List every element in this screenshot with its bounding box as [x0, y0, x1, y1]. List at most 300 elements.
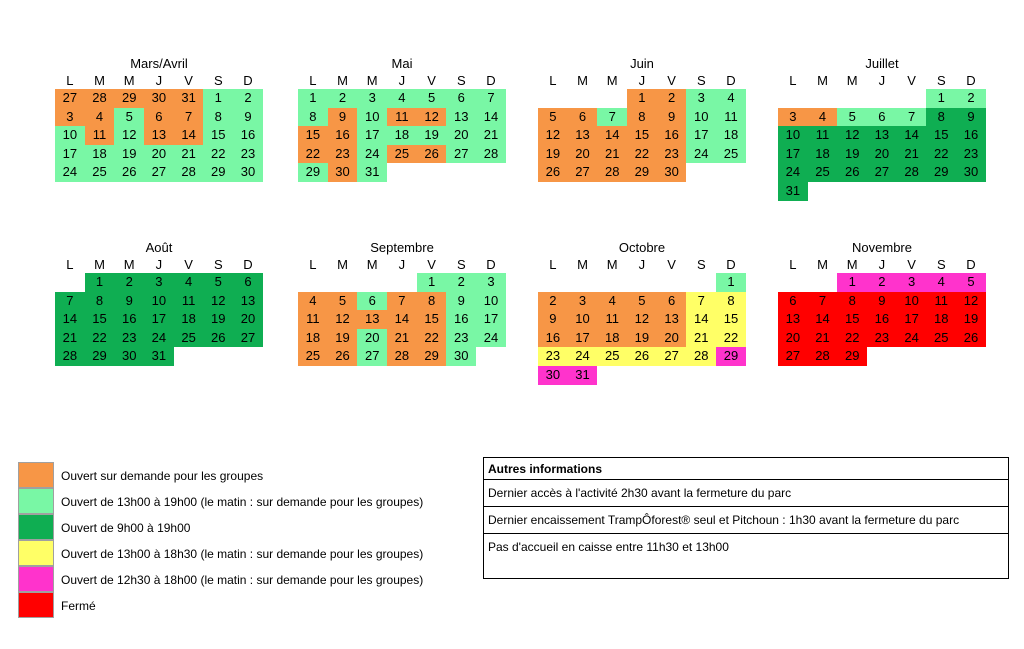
day-cell: 30 [538, 366, 568, 385]
day-cell: 13 [657, 310, 687, 329]
day-cell: 10 [357, 108, 387, 127]
day-cell: 2 [867, 273, 897, 292]
day-cell: 27 [144, 163, 174, 182]
day-cell: 1 [85, 273, 115, 292]
day-cell: 25 [597, 347, 627, 366]
info-line: Dernier accès à l'activité 2h30 avant la fermeture du parc [484, 480, 1008, 507]
day-cell: 23 [446, 329, 476, 348]
day-cell: 8 [837, 292, 867, 311]
day-cell: 4 [808, 108, 838, 127]
day-cell: 6 [568, 108, 598, 127]
day-cell: 19 [627, 329, 657, 348]
day-cell: 20 [446, 126, 476, 145]
month-calendar [538, 240, 746, 385]
day-cell: 11 [174, 292, 204, 311]
day-cell: 26 [114, 163, 144, 182]
info-line: Dernier encaissement TrampÔforest® seul et Pitchoun : 1h30 avant la fermeture du parc [484, 507, 1008, 534]
day-cell: 26 [627, 347, 657, 366]
day-cell: 19 [203, 310, 233, 329]
weekday-header: M [606, 257, 618, 272]
day-cell: 23 [657, 145, 687, 164]
day-cell: 21 [174, 145, 204, 164]
day-cell: 26 [956, 329, 986, 348]
weekday-header: L [309, 73, 317, 88]
legend-swatch [18, 566, 54, 592]
weekday-header: M [94, 73, 105, 88]
weekday-header: S [696, 257, 706, 272]
empty-cell [716, 163, 746, 182]
empty-cell [926, 347, 956, 366]
day-cell: 9 [538, 310, 568, 329]
day-cell: 13 [568, 126, 598, 145]
empty-cell [627, 366, 657, 385]
weekday-header: M [366, 257, 378, 272]
day-cell: 3 [476, 273, 506, 292]
month-grid [55, 72, 263, 182]
month-calendar [778, 56, 986, 201]
day-cell: 16 [657, 126, 687, 145]
info-line: Pas d'accueil en caisse entre 11h30 et 13h00 [488, 540, 729, 554]
day-cell: 5 [956, 273, 986, 292]
day-cell: 17 [476, 310, 506, 329]
empty-cell [597, 273, 627, 292]
day-cell: 10 [476, 292, 506, 311]
day-cell: 30 [144, 89, 174, 108]
day-cell: 22 [926, 145, 956, 164]
day-cell: 28 [597, 163, 627, 182]
day-cell: 22 [837, 329, 867, 348]
weekday-header: D [726, 257, 736, 272]
empty-cell [387, 163, 417, 182]
day-cell: 23 [114, 329, 144, 348]
day-cell: 11 [597, 310, 627, 329]
month-calendar [55, 240, 263, 366]
weekday-header: L [66, 257, 74, 272]
day-cell: 4 [926, 273, 956, 292]
empty-cell [597, 89, 627, 108]
day-cell: 21 [897, 145, 927, 164]
day-cell: 10 [568, 310, 598, 329]
day-cell: 24 [686, 145, 716, 164]
day-cell: 18 [597, 329, 627, 348]
month-title: Juin [630, 56, 654, 71]
day-cell: 29 [114, 89, 144, 108]
day-cell: 11 [808, 126, 838, 145]
weekday-header: V [667, 257, 676, 272]
day-cell: 8 [716, 292, 746, 311]
legend-label: Ouvert de 13h00 à 18h30 (le matin : sur demande pour les groupes) [61, 547, 424, 561]
legend-label: Ouvert de 13h00 à 19h00 (le matin : sur demande pour les groupes) [61, 495, 424, 509]
weekday-header: D [726, 73, 736, 88]
day-cell: 16 [867, 310, 897, 329]
day-cell: 26 [538, 163, 568, 182]
day-cell: 21 [808, 329, 838, 348]
day-cell: 6 [657, 292, 687, 311]
day-cell: 28 [387, 347, 417, 366]
empty-cell [55, 273, 85, 292]
day-cell: 5 [538, 108, 568, 127]
day-cell: 23 [233, 145, 263, 164]
day-cell: 28 [897, 163, 927, 182]
weekday-header: J [638, 73, 646, 88]
day-cell: 15 [417, 310, 447, 329]
empty-cell [328, 273, 358, 292]
day-cell: 7 [174, 108, 204, 127]
month-title: Mars/Avril [130, 56, 188, 71]
weekday-header: S [936, 73, 946, 88]
day-cell: 15 [716, 310, 746, 329]
day-cell: 22 [716, 329, 746, 348]
weekday-header: J [878, 73, 886, 88]
day-cell: 5 [417, 89, 447, 108]
day-cell: 7 [476, 89, 506, 108]
day-cell: 21 [476, 126, 506, 145]
day-cell: 6 [778, 292, 808, 311]
legend-label: Ouvert sur demande pour les groupes [61, 469, 264, 483]
day-cell: 24 [144, 329, 174, 348]
day-cell: 18 [174, 310, 204, 329]
day-cell: 29 [203, 163, 233, 182]
day-cell: 16 [956, 126, 986, 145]
empty-cell [716, 366, 746, 385]
day-cell: 20 [233, 310, 263, 329]
day-cell: 3 [778, 108, 808, 127]
day-cell: 15 [627, 126, 657, 145]
day-cell: 27 [778, 347, 808, 366]
weekday-header: M [123, 257, 135, 272]
day-cell: 25 [926, 329, 956, 348]
day-cell: 14 [55, 310, 85, 329]
day-cell: 2 [233, 89, 263, 108]
day-cell: 12 [114, 126, 144, 145]
day-cell: 9 [657, 108, 687, 127]
empty-cell [627, 273, 657, 292]
weekday-header: V [907, 257, 916, 272]
empty-cell [476, 163, 506, 182]
day-cell: 4 [597, 292, 627, 311]
weekday-header: V [907, 73, 916, 88]
empty-cell [174, 347, 204, 366]
empty-cell [897, 347, 927, 366]
day-cell: 2 [114, 273, 144, 292]
day-cell: 4 [174, 273, 204, 292]
month-title: Août [145, 240, 173, 255]
day-cell: 23 [956, 145, 986, 164]
weekday-header: V [184, 73, 193, 88]
day-cell: 1 [837, 273, 867, 292]
empty-cell [298, 273, 328, 292]
month-grid [538, 256, 746, 385]
day-cell: 18 [716, 126, 746, 145]
weekday-header: M [337, 73, 348, 88]
weekday-header: M [817, 257, 828, 272]
day-cell: 15 [926, 126, 956, 145]
day-cell: 15 [203, 126, 233, 145]
month-title: Septembre [370, 240, 434, 255]
weekday-header: D [486, 257, 496, 272]
weekday-header: M [94, 257, 105, 272]
empty-cell [686, 366, 716, 385]
weekday-header: M [817, 73, 828, 88]
day-cell: 9 [956, 108, 986, 127]
weekday-header: L [789, 257, 797, 272]
day-cell: 31 [778, 182, 808, 201]
empty-cell [233, 347, 263, 366]
day-cell: 11 [716, 108, 746, 127]
day-cell: 14 [387, 310, 417, 329]
weekday-header: M [846, 257, 858, 272]
day-cell: 15 [837, 310, 867, 329]
day-cell: 3 [686, 89, 716, 108]
day-cell: 7 [387, 292, 417, 311]
empty-cell [867, 347, 897, 366]
day-cell: 20 [778, 329, 808, 348]
day-cell: 12 [956, 292, 986, 311]
day-cell: 12 [203, 292, 233, 311]
day-cell: 23 [328, 145, 358, 164]
day-cell: 22 [85, 329, 115, 348]
day-cell: 20 [867, 145, 897, 164]
day-cell: 30 [233, 163, 263, 182]
empty-cell [778, 89, 808, 108]
day-cell: 28 [476, 145, 506, 164]
weekday-header: J [638, 257, 646, 272]
day-cell: 4 [298, 292, 328, 311]
day-cell: 12 [627, 310, 657, 329]
day-cell: 7 [55, 292, 85, 311]
day-cell: 6 [144, 108, 174, 127]
day-cell: 24 [357, 145, 387, 164]
day-cell: 23 [867, 329, 897, 348]
day-cell: 14 [174, 126, 204, 145]
day-cell: 11 [85, 126, 115, 145]
weekday-header: D [243, 73, 253, 88]
day-cell: 2 [538, 292, 568, 311]
day-cell: 3 [144, 273, 174, 292]
legend-swatch [18, 462, 54, 488]
day-cell: 30 [328, 163, 358, 182]
month-grid [778, 72, 986, 201]
day-cell: 14 [476, 108, 506, 127]
day-cell: 31 [174, 89, 204, 108]
weekday-header: J [155, 257, 163, 272]
day-cell: 10 [144, 292, 174, 311]
day-cell: 26 [203, 329, 233, 348]
legend-swatch [18, 540, 54, 566]
day-cell: 12 [328, 310, 358, 329]
weekday-header: S [456, 257, 466, 272]
day-cell: 28 [808, 347, 838, 366]
weekday-header: L [66, 73, 74, 88]
day-cell: 6 [233, 273, 263, 292]
weekday-header: J [155, 73, 163, 88]
month-calendar [298, 240, 506, 366]
day-cell: 26 [417, 145, 447, 164]
day-cell: 5 [837, 108, 867, 127]
day-cell: 14 [597, 126, 627, 145]
day-cell: 21 [55, 329, 85, 348]
day-cell: 5 [627, 292, 657, 311]
weekday-header: V [427, 73, 436, 88]
empty-cell [387, 273, 417, 292]
month-calendar [298, 56, 506, 182]
day-cell: 11 [387, 108, 417, 127]
day-cell: 8 [627, 108, 657, 127]
month-calendar [538, 56, 746, 182]
day-cell: 13 [778, 310, 808, 329]
day-cell: 19 [417, 126, 447, 145]
weekday-header: S [456, 73, 466, 88]
day-cell: 30 [657, 163, 687, 182]
weekday-header: J [878, 257, 886, 272]
day-cell: 17 [357, 126, 387, 145]
day-cell: 7 [897, 108, 927, 127]
day-cell: 9 [233, 108, 263, 127]
day-cell: 2 [328, 89, 358, 108]
weekday-header: D [966, 73, 976, 88]
empty-cell [897, 182, 927, 201]
empty-cell [446, 163, 476, 182]
empty-cell [808, 89, 838, 108]
day-cell: 17 [778, 145, 808, 164]
day-cell: 8 [203, 108, 233, 127]
day-cell: 19 [114, 145, 144, 164]
weekday-header: J [398, 257, 406, 272]
day-cell: 19 [538, 145, 568, 164]
day-cell: 19 [328, 329, 358, 348]
day-cell: 8 [85, 292, 115, 311]
day-cell: 1 [627, 89, 657, 108]
day-cell: 14 [686, 310, 716, 329]
day-cell: 16 [328, 126, 358, 145]
day-cell: 5 [328, 292, 358, 311]
day-cell: 21 [597, 145, 627, 164]
month-title: Juillet [865, 56, 899, 71]
day-cell: 7 [686, 292, 716, 311]
day-cell: 20 [657, 329, 687, 348]
day-cell: 11 [926, 292, 956, 311]
day-cell: 1 [298, 89, 328, 108]
day-cell: 21 [686, 329, 716, 348]
day-cell: 25 [174, 329, 204, 348]
day-cell: 7 [808, 292, 838, 311]
empty-cell [538, 89, 568, 108]
legend-label: Ouvert de 9h00 à 19h00 [61, 521, 191, 535]
month-grid [55, 256, 263, 366]
empty-cell [808, 182, 838, 201]
day-cell: 27 [233, 329, 263, 348]
day-cell: 1 [716, 273, 746, 292]
day-cell: 16 [538, 329, 568, 348]
day-cell: 3 [568, 292, 598, 311]
day-cell: 29 [298, 163, 328, 182]
empty-cell [837, 89, 867, 108]
day-cell: 27 [568, 163, 598, 182]
day-cell: 1 [203, 89, 233, 108]
day-cell: 29 [926, 163, 956, 182]
day-cell: 24 [476, 329, 506, 348]
day-cell: 22 [417, 329, 447, 348]
day-cell: 17 [686, 126, 716, 145]
weekday-header: L [549, 257, 557, 272]
day-cell: 13 [446, 108, 476, 127]
day-cell: 19 [956, 310, 986, 329]
day-cell: 25 [716, 145, 746, 164]
day-cell: 9 [446, 292, 476, 311]
empty-cell [568, 89, 598, 108]
day-cell: 21 [387, 329, 417, 348]
day-cell: 27 [357, 347, 387, 366]
weekday-header: M [577, 257, 588, 272]
day-cell: 18 [926, 310, 956, 329]
empty-cell [357, 273, 387, 292]
month-grid [298, 256, 506, 366]
day-cell: 14 [897, 126, 927, 145]
day-cell: 25 [387, 145, 417, 164]
day-cell: 12 [538, 126, 568, 145]
day-cell: 17 [144, 310, 174, 329]
empty-cell [808, 273, 838, 292]
day-cell: 31 [357, 163, 387, 182]
day-cell: 10 [778, 126, 808, 145]
day-cell: 28 [686, 347, 716, 366]
empty-cell [956, 182, 986, 201]
day-cell: 13 [357, 310, 387, 329]
day-cell: 24 [55, 163, 85, 182]
empty-cell [897, 89, 927, 108]
day-cell: 27 [55, 89, 85, 108]
month-grid [298, 72, 506, 182]
info-title: Autres informations [484, 458, 1008, 480]
weekday-header: M [123, 73, 135, 88]
day-cell: 30 [446, 347, 476, 366]
day-cell: 25 [298, 347, 328, 366]
weekday-header: M [337, 257, 348, 272]
day-cell: 27 [446, 145, 476, 164]
day-cell: 3 [897, 273, 927, 292]
weekday-header: S [936, 257, 946, 272]
legend-swatch [18, 488, 54, 514]
empty-cell [926, 182, 956, 201]
weekday-header: L [549, 73, 557, 88]
day-cell: 6 [867, 108, 897, 127]
month-grid [538, 72, 746, 182]
day-cell: 15 [298, 126, 328, 145]
day-cell: 25 [85, 163, 115, 182]
month-title: Novembre [852, 240, 912, 255]
weekday-header: V [667, 73, 676, 88]
empty-cell [417, 163, 447, 182]
day-cell: 29 [85, 347, 115, 366]
day-cell: 4 [387, 89, 417, 108]
day-cell: 28 [55, 347, 85, 366]
day-cell: 9 [114, 292, 144, 311]
day-cell: 18 [387, 126, 417, 145]
day-cell: 14 [808, 310, 838, 329]
day-cell: 2 [446, 273, 476, 292]
day-cell: 31 [144, 347, 174, 366]
empty-cell [867, 182, 897, 201]
day-cell: 27 [657, 347, 687, 366]
day-cell: 22 [627, 145, 657, 164]
day-cell: 1 [417, 273, 447, 292]
day-cell: 22 [203, 145, 233, 164]
legend-label: Ouvert de 12h30 à 18h00 (le matin : sur demande pour les groupes) [61, 573, 424, 587]
weekday-header: M [577, 73, 588, 88]
day-cell: 24 [778, 163, 808, 182]
day-cell: 27 [867, 163, 897, 182]
legend-label: Fermé [61, 599, 96, 613]
